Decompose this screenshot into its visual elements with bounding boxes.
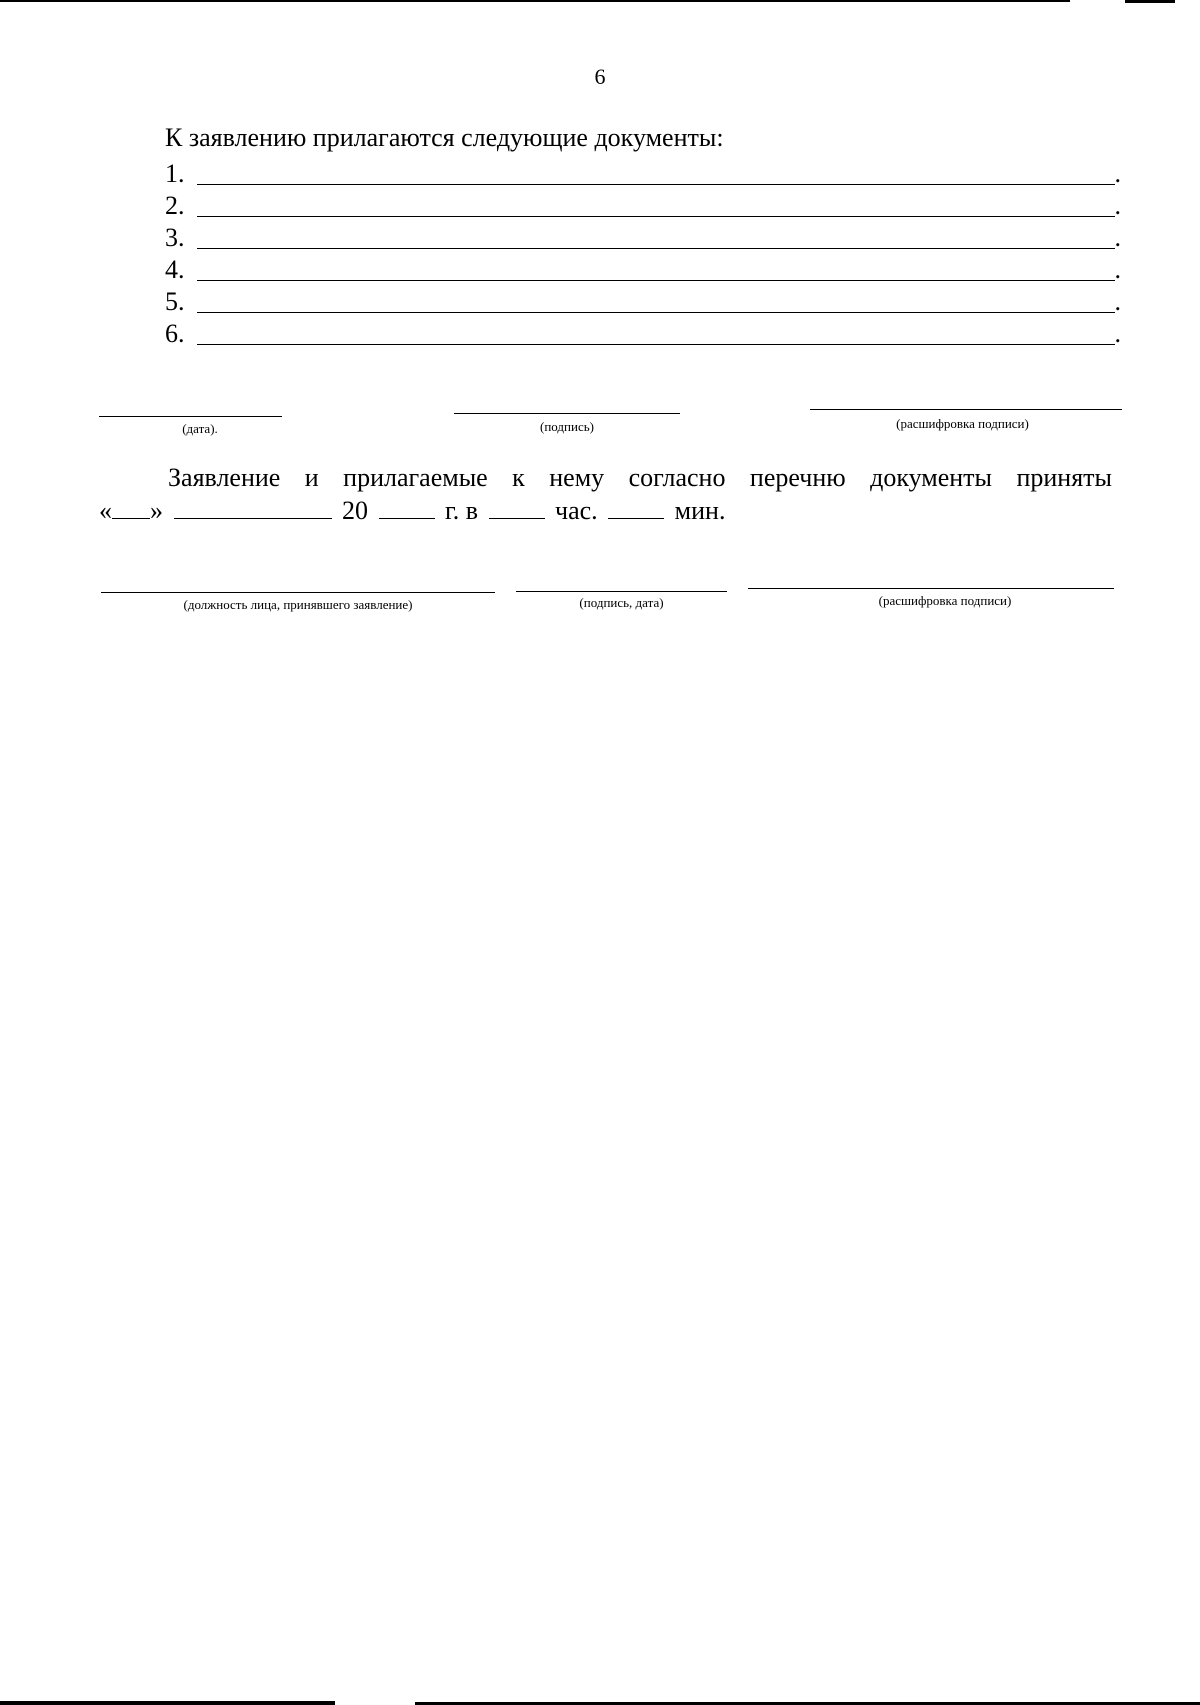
attachment-item xyxy=(165,158,1125,190)
receiver-decode-fill-line[interactable] xyxy=(748,588,1114,589)
hours-fill-line[interactable] xyxy=(489,496,545,519)
attachments-heading: К заявлению прилагаются следующие документы: xyxy=(165,123,724,152)
open-quote: « xyxy=(99,496,112,525)
signature-date-fill-line[interactable] xyxy=(516,591,727,592)
item-number: 2. xyxy=(165,191,185,220)
item-terminator: . xyxy=(1114,191,1121,220)
year-fill-line[interactable] xyxy=(379,496,435,519)
signature-date-caption: (подпись, дата) xyxy=(579,595,664,610)
item-terminator: . xyxy=(1114,255,1121,284)
item-number: 3. xyxy=(165,223,185,252)
item-number: 1. xyxy=(165,159,185,188)
month-fill-line[interactable] xyxy=(174,496,332,519)
attachment-item xyxy=(165,254,1125,286)
attachment-fill-line[interactable] xyxy=(197,184,1115,185)
position-fill-line[interactable] xyxy=(101,592,495,593)
item-number: 6. xyxy=(165,319,185,348)
acceptance-date-time xyxy=(99,496,725,526)
item-terminator: . xyxy=(1114,223,1121,252)
day-fill-line[interactable] xyxy=(112,496,150,519)
attachment-fill-line[interactable] xyxy=(197,216,1115,217)
hours-label: час. xyxy=(555,496,598,525)
signature-decode-fill-line[interactable] xyxy=(810,409,1122,410)
scan-edge-bottom-left xyxy=(0,1701,335,1705)
item-terminator: . xyxy=(1114,287,1121,316)
date-fill-line[interactable] xyxy=(99,416,282,417)
acceptance-statement: Заявление и прилагаемые к нему согласно перечню документы приняты xyxy=(168,463,1112,492)
attachment-item xyxy=(165,286,1125,318)
date-caption: (дата). xyxy=(182,421,218,436)
page-number: 6 xyxy=(594,64,606,89)
minutes-fill-line[interactable] xyxy=(608,496,664,519)
receiver-decode-caption: (расшифровка подписи) xyxy=(878,593,1012,608)
item-terminator: . xyxy=(1114,319,1121,348)
scan-edge-top xyxy=(0,0,1070,2)
attachment-fill-line[interactable] xyxy=(197,312,1115,313)
attachment-item xyxy=(165,190,1125,222)
minutes-label: мин. xyxy=(674,496,726,525)
attachment-fill-line[interactable] xyxy=(197,280,1115,281)
year-suffix: г. в xyxy=(445,496,479,525)
signature-decode-caption: (расшифровка подписи) xyxy=(896,416,1029,431)
close-quote: » xyxy=(150,496,163,525)
century-text: 20 xyxy=(342,496,368,525)
scan-edge-top-right xyxy=(1125,0,1175,3)
item-terminator: . xyxy=(1114,159,1121,188)
attachment-fill-line[interactable] xyxy=(197,344,1115,345)
signature-caption: (подпись) xyxy=(540,419,594,434)
position-caption: (должность лица, принявшего заявление) xyxy=(183,597,413,612)
attachment-fill-line[interactable] xyxy=(197,248,1115,249)
signature-fill-line[interactable] xyxy=(454,413,680,414)
item-number: 5. xyxy=(165,287,185,316)
attachment-item xyxy=(165,222,1125,254)
item-number: 4. xyxy=(165,255,185,284)
attachment-item xyxy=(165,318,1125,350)
